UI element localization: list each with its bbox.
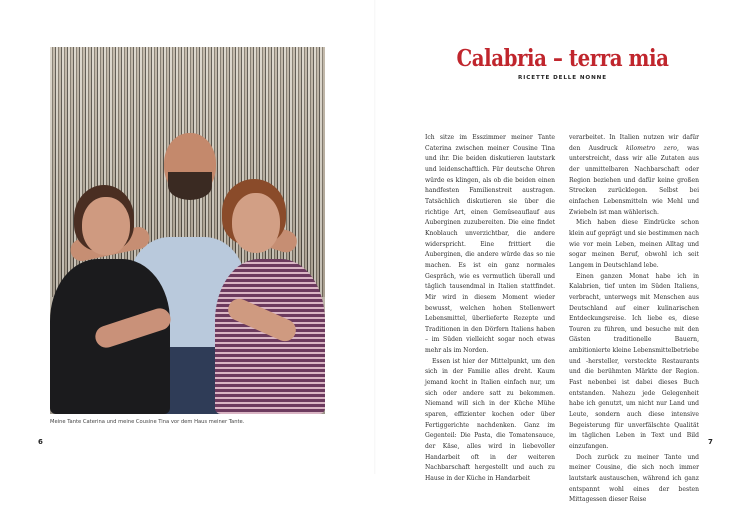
woman-right-blouse <box>215 259 325 414</box>
paragraph: Mich haben diese Eindrücke schon klein auf geprägt und sie bestimmen nach wie vor mein Leben, meinen Alltag und sogar meinen Beruf, obwohl ich seit Langem in Deutschland lebe. <box>569 219 699 269</box>
chapter-title: Calabria – terra mia <box>456 45 669 72</box>
family-photo <box>50 47 325 414</box>
paragraph: verarbeitet. In Italien nutzen wir dafür den Ausdruck kilometro zero, was unterstreicht, dass wir alle Zutaten aus der unmittelbaren Nachbarschaft oder Region beziehen und dafür keine großen Strecken zurücklegen. Selbst bei einfachen Lebensmitteln wie Mehl und Zwiebeln ist man wählerisch. <box>569 134 699 216</box>
italic-term: kilometro zero <box>625 144 677 152</box>
chapter-subtitle: RICETTE DELLE NONNE <box>518 75 607 81</box>
page-number-right: 7 <box>708 438 713 446</box>
right-page <box>375 0 750 504</box>
paragraph: Einen ganzen Monat habe ich in Kalabrien, tief unten im Süden Italiens, verbracht, unterwegs mit Menschen aus Deutschland auf einer kulinarischen Entdeckungsreise. Ich liebe es, diese Touren zu führen, und besuche mit den Gästen traditionelle Bauern, ambitionierte kleine Lebensmittelbetriebe und -hersteller, versteckte Restaurants und die berühmten Märkte der Region. Fast nebenbei ist dabei dieses Buch entstanden. Nahezu jede Gelegenheit habe ich genutzt, um nicht nur Land und Leute, sondern auch diese intensive Begeisterung für unverfälschte Qualität im täglichen Leben in Text und Bild einzufangen. <box>569 272 699 451</box>
man-beard <box>168 172 212 200</box>
woman-right-head <box>232 193 280 253</box>
paragraph: Essen ist hier der Mittelpunkt, um den sich in der Familie alles dreht. Kaum jemand kocht in Italien einfach nur, um sich oder andere satt zu bekommen. Niemand will sich in der Küche Mühe sparen, effizienter kochen oder über Fertiggerichte nachdenken. Ganz im Gegenteil: Die Pasta, die Tomatensauce, der Käse, alles wird in liebevoller Handarbeit oft in der weiteren Nachbarschaft hergestellt und auch zu Hause in der Küche in Handarbeit <box>425 357 555 482</box>
photo-caption: Meine Tante Caterina und meine Cousine Tina vor dem Haus meiner Tante. <box>50 419 245 425</box>
page-number-left: 6 <box>38 438 43 446</box>
paragraph: Ich sitze im Esszimmer meiner Tante Caterina zwischen meiner Cousine Tina und ihr. Die beiden diskutieren lautstark und leidenschaftlich. Für deutsche Ohren würde es klingen, als ob die beiden einen handfesten Familienstreit austragen. Tatsächlich diskutieren sie über die richtige Art, einen Gemüseauflauf aus Auberginen zuzubereiten. Die eine findet Knoblauch unverzichtbar, die andere widerspricht. Eine frittiert die Auberginen, die andere würde das so nie machen. Es ist ein ganz normales Gespräch, wie es vermutlich überall und täglich tausendmal in Italien stattfindet. Mir wird in diesem Moment wieder bewusst, welchen hohen Stellenwert Lebensmittel, überlieferte Rezepte und Traditionen in den Dörfern Italiens haben – im Süden vielleicht sogar noch etwas mehr als im Norden. <box>425 134 555 355</box>
woman-left-head <box>82 197 130 255</box>
text-column-1 <box>425 133 555 485</box>
paragraph: Doch zurück zu meiner Tante und meiner Cousine, die sich noch immer lautstark austauschen, während ich ganz entspannt wohl eines der besten Mittagessen dieser Reise <box>569 453 699 504</box>
text-column-2 <box>569 133 699 506</box>
left-page <box>0 0 375 474</box>
